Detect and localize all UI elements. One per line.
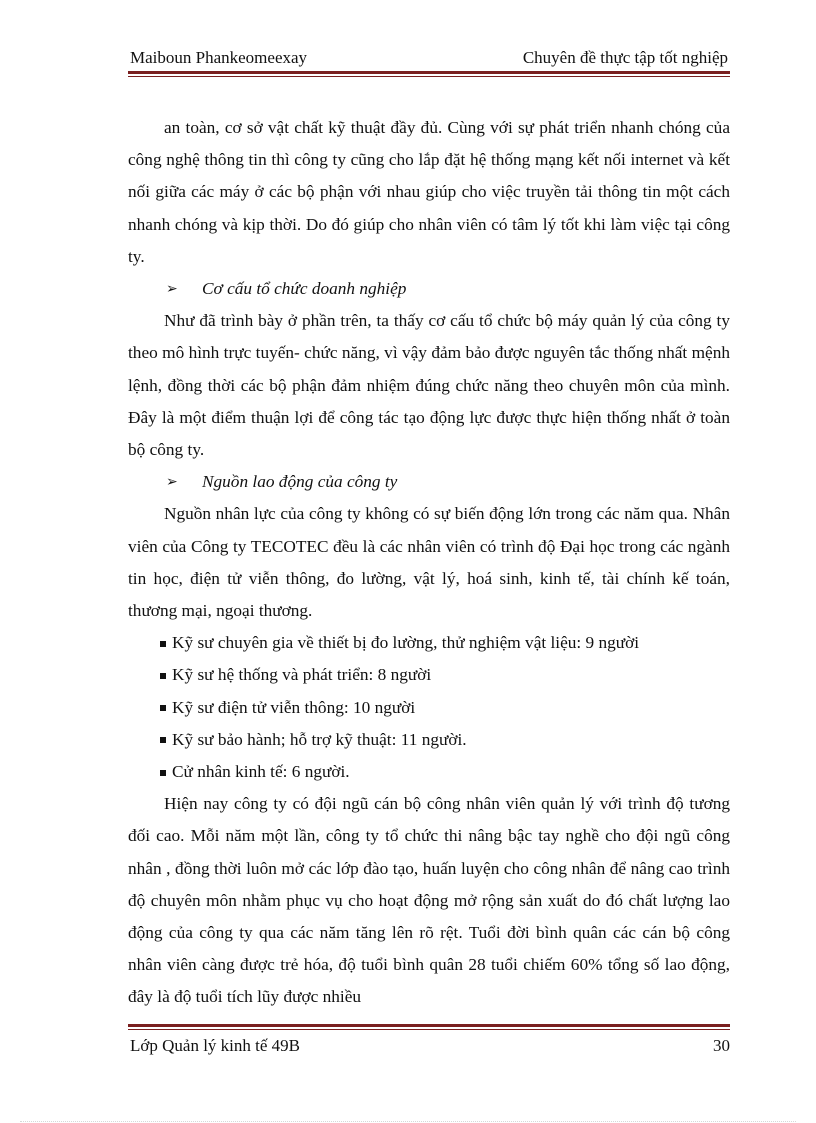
heading-org-structure	[128, 273, 730, 305]
list-item	[128, 756, 730, 788]
paragraph-facilities: an toàn, cơ sở vật chất kỹ thuật đầy đủ. Cùng với sự phát triển nhanh chóng của công nghệ thông tin thì công ty cũng cho lắp đặt hệ thống mạng kết nối internet và kết nối giữa các máy ở các bộ phận với nhau giúp cho việc truyền tải thông tin một cách nhanh chóng và kịp thời. Do đó giúp cho nhân viên có tâm lý tốt khi làm việc tại công ty.	[128, 118, 730, 266]
footer-class-name: Lớp Quản lý kinh tế 49B	[130, 1036, 300, 1055]
list-item	[128, 692, 730, 724]
page-body	[128, 112, 730, 1014]
list-item	[128, 627, 730, 659]
arrow-bullet-icon: ➢	[166, 474, 178, 491]
header-rule-thin	[128, 76, 730, 77]
heading-labor-source	[128, 466, 730, 498]
list-item-text: Kỹ sư điện tử viễn thông: 10 người	[172, 697, 416, 717]
heading-text: Nguồn lao động của công ty	[202, 472, 398, 492]
header-author: Maiboun Phankeomeexay	[130, 48, 308, 67]
page-number: 30	[713, 1036, 730, 1055]
paragraph-org-structure: Như đã trình bày ở phần trên, ta thấy cơ cấu tổ chức bộ máy quản lý của công ty theo mô hình trực tuyến- chức năng, vì vậy đảm bảo được nguyên tắc thống nhất mệnh lệnh, đồng thời các bộ phận đảm nhiệm đúng chức năng theo chuyên môn của mình. Đây là một điểm thuận lợi để công tác tạo động lực được thực hiện thống nhất ở toàn bộ công ty.	[128, 311, 730, 460]
footer-rule-thick	[128, 1024, 730, 1027]
square-bullet-icon	[160, 770, 166, 776]
page-bottom-dotted-line	[20, 1121, 796, 1122]
list-item-text: Kỹ sư bảo hành; hỗ trợ kỹ thuật: 11 người.	[172, 729, 467, 749]
list-item-text: Kỹ sư chuyên gia về thiết bị đo lường, thử nghiệm vật liệu: 9 người	[172, 633, 640, 653]
arrow-bullet-icon: ➢	[166, 281, 178, 298]
footer-rule-thin	[128, 1029, 730, 1030]
square-bullet-icon	[160, 673, 166, 679]
list-item	[128, 724, 730, 756]
square-bullet-icon	[160, 737, 166, 743]
list-item	[128, 659, 730, 691]
paragraph-staff-quality: Hiện nay công ty có đội ngũ cán bộ công nhân viên quản lý với trình độ tương đối cao. Mỗi năm một lần, công ty tổ chức thi nâng bậc tay nghề cho đội ngũ công nhân , đồng thời luôn mở các lớp đào tạo, huấn luyện cho công nhân để nâng cao trình độ chuyên môn nhằm phục vụ cho hoạt động mở rộng sản xuất do đó chất lượng lao động của công ty qua các năm tăng lên rõ rệt. Tuổi đời bình quân các cán bộ công nhân viên càng được trẻ hóa, độ tuổi bình quân 28 tuổi chiếm 60% tổng số lao động, đây là độ tuổi tích lũy được nhiều	[128, 794, 730, 1007]
header-title: Chuyên đề thực tập tốt nghiệp	[522, 48, 728, 67]
header-rule-thick	[128, 71, 730, 74]
page-header	[128, 48, 730, 70]
heading-text: Cơ cấu tổ chức doanh nghiệp	[202, 279, 407, 299]
paragraph-labor-source: Nguồn nhân lực của công ty không có sự biến động lớn trong các năm qua. Nhân viên của Công ty TECOTEC đều là các nhân viên có trình độ Đại học trong các ngành tin học, điện tử viễn thông, đo lường, vật lý, hoá sinh, kinh tế, tài chính kế toán, thương mại, ngoại thương.	[128, 504, 730, 621]
list-item-text: Kỹ sư hệ thống và phát triển: 8 người	[172, 665, 432, 685]
square-bullet-icon	[160, 705, 166, 711]
square-bullet-icon	[160, 641, 166, 647]
list-item-text: Cử nhân kinh tế: 6 người.	[172, 762, 350, 782]
